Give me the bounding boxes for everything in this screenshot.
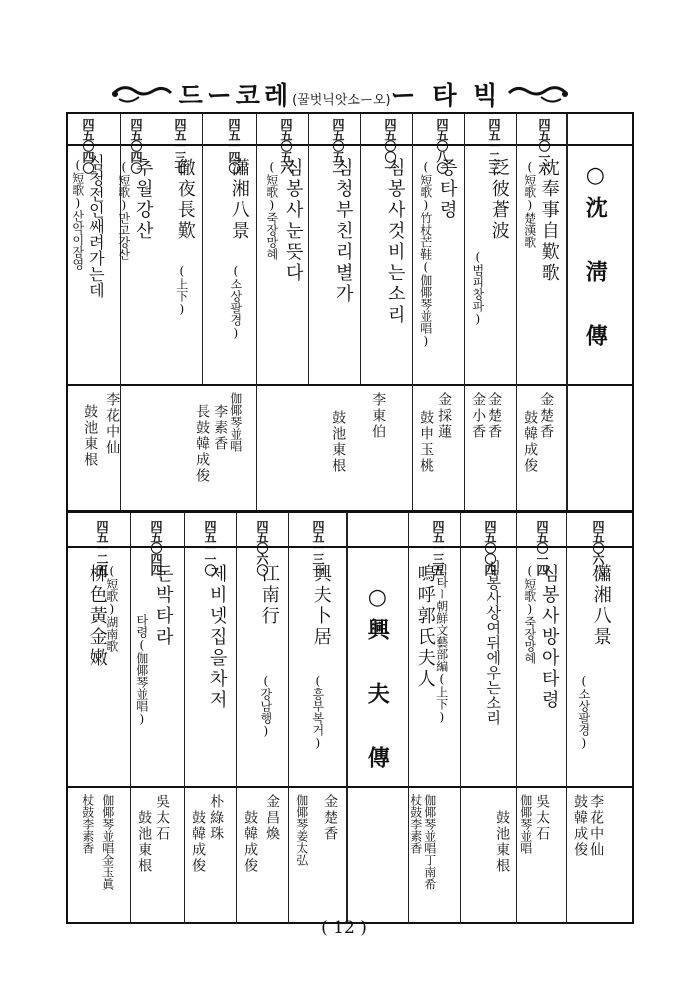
section-title-heungbu: ○興 夫 傳 (364, 584, 391, 776)
performer: 金楚香 (322, 794, 339, 842)
song-title: 추월강산 (132, 158, 154, 242)
song-title: 徹夜長歎 (174, 158, 196, 242)
catalog-number: 四五一三五 (431, 520, 445, 575)
performer: 伽倻琴並唱 (228, 392, 243, 452)
page-number: ( 12 ) (321, 918, 367, 938)
performer-secondary: 鼓池東根 (330, 410, 347, 474)
performer-secondary: 伽倻琴姜太弘 (294, 794, 309, 866)
catalog-number: 四五一三七 (173, 118, 187, 173)
song-note: (短歌)죽장망혜 (264, 160, 279, 260)
performer-drum: 長鼓韓成俊 (194, 404, 211, 484)
song-title: 제비넷집을차저 (206, 564, 228, 711)
song-title: 돈박타라 (152, 564, 174, 648)
catalog-number: 四五一一〇 (203, 520, 217, 575)
catalog-number: 四五〇六〇 (255, 520, 269, 575)
song-note: (短歌)만고강산 (116, 160, 131, 260)
performer: 金昌煥 (264, 794, 281, 842)
performer-secondary: 鼓池東根 (82, 404, 99, 468)
performer-secondary: 鼓韓成俊 (242, 810, 259, 874)
song-title: 심봉사방아타령 (538, 564, 560, 711)
song-title: 泛彼蒼波 (488, 158, 510, 242)
performer-secondary: 鼓申玉桃 (418, 410, 435, 474)
catalog-number: 四五〇四四 (149, 520, 163, 575)
song-title: 江南行 (258, 564, 280, 627)
catalog-number: 四五〇一六 (537, 118, 551, 173)
performer: 伽倻琴並唱金玉眞 (100, 794, 115, 890)
performer-secondary: 鼓韓成俊 (572, 794, 589, 858)
performer: 吳太石 (154, 794, 171, 842)
catalog-number: 四五〇五六 (279, 118, 293, 173)
page-header (100, 74, 580, 114)
song-note: (短歌)죽장망혜 (522, 564, 537, 664)
performer: 李花中仙 (588, 794, 605, 858)
performer-secondary: 李素香 (212, 404, 229, 452)
song-title: 瀟湘八景 (228, 158, 250, 242)
catalog-number: 四五〇八〇 (435, 118, 449, 173)
song-title: 심봉사것비는소리 (384, 158, 406, 326)
song-note: (短歌)竹杖芒鞋(伽倻琴並唱) (418, 160, 433, 348)
song-note: (소상팔경) (228, 264, 243, 340)
song-title: 柳色黃金嫩 (86, 564, 108, 669)
performer-secondary: 杖鼓李素香 (408, 794, 423, 854)
catalog-number: 四五一三一 (311, 520, 325, 575)
lower-divider (68, 786, 632, 788)
catalog-number: 四五〇一四 (535, 520, 549, 575)
catalog-number: 四五〇六八 (591, 520, 605, 575)
performer: 李東伯 (370, 392, 387, 440)
left-ornament-icon (109, 79, 173, 109)
performer: 伽倻琴並唱丁南希 (422, 794, 437, 890)
catalog-number: 四五一四〇 (227, 118, 241, 173)
song-title: 瀟湘八景 (590, 564, 612, 648)
song-note: (短歌)楚漢歌 (522, 160, 537, 248)
section-title-simcheong: ○沈 淸 傳 (582, 162, 609, 354)
song-title: 심봉사눈뜻다 (282, 158, 304, 284)
song-note: (범피창파) (470, 250, 485, 326)
performer: 吳太石 (534, 794, 551, 842)
catalog-number: 四五〇〇四 (483, 520, 497, 575)
performer-secondary: 鼓池東根 (136, 810, 153, 874)
catalog-number: 四五〇〇一 (383, 118, 397, 173)
catalog-number: 四五〇五二 (331, 118, 345, 173)
performer: 伽倻琴並唱 (518, 794, 533, 854)
song-note: (강남행) (258, 674, 273, 738)
performer: 金楚香 (486, 392, 503, 440)
song-note: (短歌)湖南歌 (104, 564, 119, 652)
catalog-number: 四五〇四〇 (129, 118, 143, 173)
song-title: 증타령 (436, 158, 458, 221)
middle-divider (68, 510, 632, 513)
song-note: 빅타ー朝鮮文藝部編(上下) (434, 564, 449, 724)
catalog-number: 四五一二三 (487, 118, 501, 173)
catalog-number: 四五一二五 (95, 520, 109, 575)
song-note: (短歌)산악이잠영 (70, 158, 85, 270)
right-ornament-icon (507, 79, 571, 109)
song-title: 심청전인쌔려가는데 (86, 154, 106, 298)
performer: 金楚香 (538, 392, 555, 440)
performer-secondary: 鼓韓成俊 (522, 410, 539, 474)
song-title: 鳴呼郭氏夫人 (414, 564, 436, 690)
song-title: 심청부친리별가 (332, 158, 354, 305)
performer-secondary: 鼓韓成俊 (190, 810, 207, 874)
song-note: 타령(伽倻琴並唱) (134, 614, 149, 726)
song-note: (上下) (174, 264, 189, 316)
performer-secondary: 杖鼓李素香 (80, 794, 95, 854)
upper-divider (68, 384, 632, 386)
performer: 金採蓮 (436, 392, 453, 440)
song-note: (소상팔경) (576, 674, 591, 750)
catalog-frame (66, 112, 634, 924)
performer: 朴綠珠 (208, 794, 225, 842)
catalog-number: 四五〇四〇 (81, 118, 95, 173)
song-title: 심봉사상여뒤에우는소리 (484, 560, 503, 725)
performer-secondary: 鼓池東根 (494, 810, 511, 874)
song-note: (흥부복거) (310, 674, 325, 750)
song-title: 沈奉事自歎歌 (538, 158, 560, 284)
performer-secondary: 金小香 (470, 392, 487, 440)
song-title: 興夫卜居 (310, 564, 332, 648)
performer: 李花中仙 (104, 392, 121, 456)
header-title: 드ー코레(꿀벗닉앗소ー오)ー 타 빅 (178, 81, 502, 110)
